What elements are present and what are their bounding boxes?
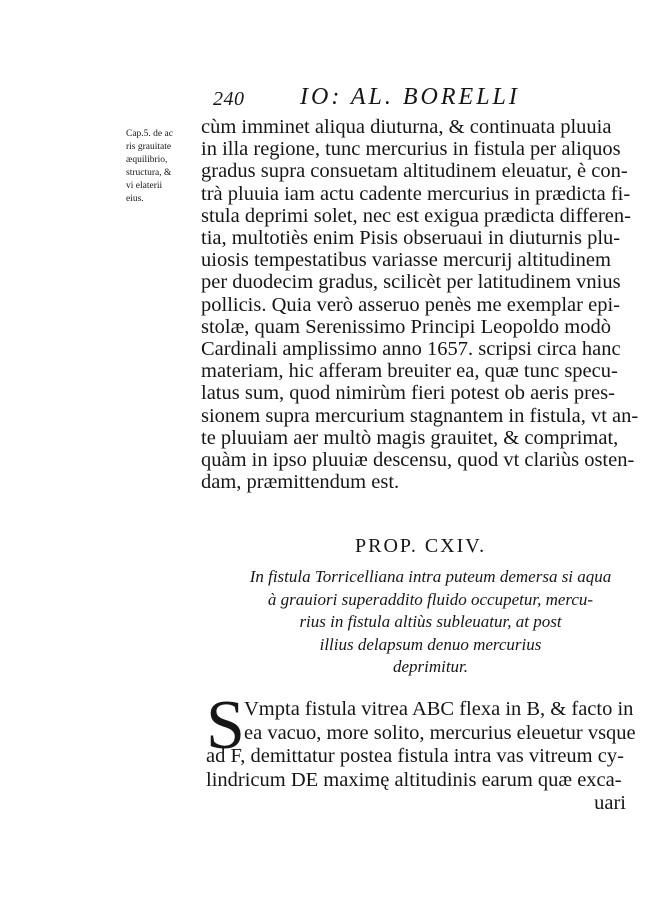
body-text	[201, 116, 641, 493]
text-line: te pluuiam aer multò magis grauitet, & comprimat,	[201, 426, 619, 449]
text-line: latus sum, quod nimirùm fieri potest ob aeris pres-	[201, 382, 615, 405]
proposition-enunciation	[218, 566, 643, 679]
text-line: pollicis. Quia verò asseruo penès me exemplar epi-	[201, 293, 620, 316]
text-line: tia, multotiès enim Pisis obseruaui in diuturnis plu-	[201, 227, 621, 250]
page-number: 240	[213, 88, 245, 110]
text-line: cùm imminet aliqua diuturna, & continuata pluuia	[201, 116, 612, 138]
text-line: gradus supra consuetam altitudinem eleuatur, è con-	[201, 160, 628, 183]
margin-note-line: eius.	[126, 194, 144, 204]
text-line: sionem supra mercurium stagnantem in fistula, vt an-	[201, 404, 639, 427]
text-line: in illa regione, tunc mercurius in fistula per aliquos	[201, 138, 621, 161]
text-line: stolæ, quam Serenissimo Principi Leopoldo modò	[201, 315, 611, 338]
proof-paragraph	[206, 687, 646, 816]
paragraph-line: Vmpta fistula vitrea ABC flexa in B, & facto in	[244, 698, 634, 720]
text-line: dam, præmittendum est.	[201, 471, 400, 494]
text-line: trà pluuia iam actu cadente mercurius in prædicta fi-	[201, 182, 631, 205]
margin-note-line: æquilibrio,	[126, 155, 168, 165]
drop-cap: S	[206, 687, 245, 764]
paragraph-line: lindricum DE maximę altitudinis earum quæ exca-	[206, 768, 622, 791]
text-line: per duodecim gradus, scilicèt per latitudinem vnius	[201, 271, 621, 294]
enunciation-line: rius in fistula altiùs subleuatur, at post	[299, 612, 562, 631]
margin-note-line: ris grauitate	[126, 142, 172, 152]
running-head: IO: AL. BORELLI	[300, 84, 520, 110]
enunciation-line: illius delapsum denuo mercurius	[319, 634, 542, 654]
text-line: uiosis tempestatibus variasse mercurij altitudinem	[201, 249, 611, 272]
margin-note-line: structura, &	[126, 168, 172, 178]
paragraph-line: ea vacuo, more solito, mercurius eleuetur vsque	[244, 721, 636, 744]
text-line: Cardinali amplissimo anno 1657. scripsi circa hanc	[201, 338, 621, 361]
catchword: uari	[594, 792, 626, 814]
enunciation-line: In fistula Torricelliana intra puteum demersa si aqua	[249, 567, 612, 586]
text-line: quàm in ipso pluuiæ descensu, quod vt clariùs osten-	[201, 449, 635, 472]
text-line: stula deprimi solet, nec est exigua prædicta differen-	[201, 204, 631, 227]
enunciation-line: à grauiori superaddito fluido occupetur, mercu-	[267, 589, 594, 609]
margin-note-line: Cap.5. de ac	[126, 129, 173, 139]
paragraph-lines	[206, 687, 646, 816]
enunciation-line: deprimitur.	[392, 657, 469, 676]
margin-note-line: vi elaterii	[126, 181, 163, 191]
margin-note	[126, 128, 202, 206]
paragraph-line: ad F, demittatur postea fistula intra vas vitreum cy-	[206, 745, 624, 767]
text-line: materiam, hic afferam breuiter ea, quæ tunc specu-	[201, 360, 618, 383]
proposition-title: PROP. CXIV.	[355, 535, 487, 557]
